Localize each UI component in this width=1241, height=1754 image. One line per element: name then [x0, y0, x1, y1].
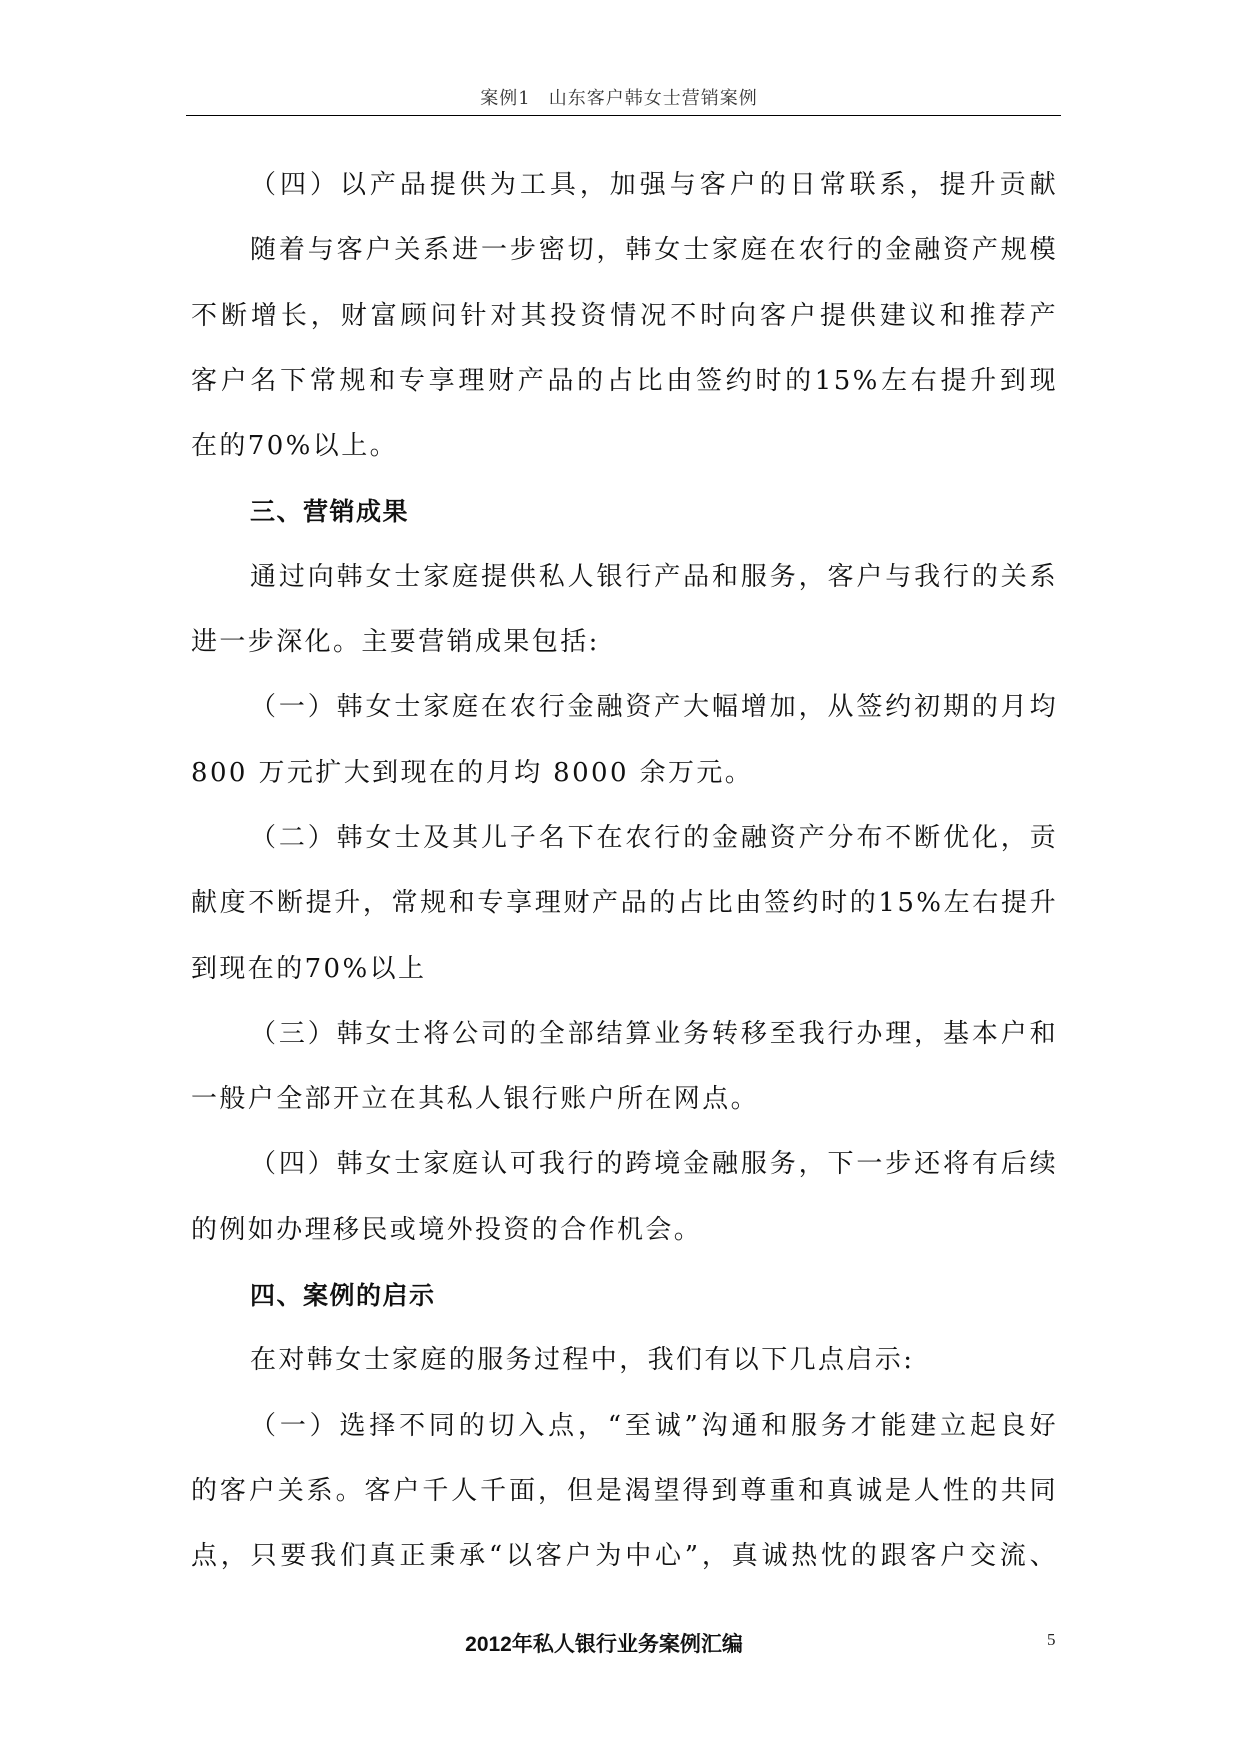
- body-line: （二）韩女士及其儿子名下在农行的金融资产分布不断优化，贡: [250, 822, 1058, 853]
- body-line: 点，只要我们真正秉承“以客户为中心”，真诚热忱的跟客户交流、: [191, 1541, 1058, 1572]
- body-line: 随着与客户关系进一步密切，韩女士家庭在农行的金融资产规模: [250, 235, 1058, 266]
- section-heading: 三、营销成果: [250, 497, 410, 527]
- body-line: 的客户关系。客户千人千面，但是渴望得到尊重和真诚是人性的共同: [191, 1475, 1058, 1506]
- body-line: （四）以产品提供为工具，加强与客户的日常联系，提升贡献: [250, 170, 1058, 200]
- paragraph: [191, 1328, 1058, 1393]
- page-body: [191, 153, 1058, 1590]
- body-line: （一）韩女士家庭在农行金融资产大幅增加，从签约初期的月均: [250, 692, 1058, 723]
- paragraph: [191, 806, 1058, 1002]
- paragraph: [191, 218, 1058, 479]
- body-line: 在的70%以上。: [191, 431, 398, 462]
- body-line: 800 万元扩大到现在的月均 8000 余万元。: [191, 757, 754, 788]
- page-number: 5: [1047, 1630, 1056, 1649]
- paragraph: [191, 1002, 1058, 1133]
- paragraph: [191, 1394, 1058, 1590]
- body-line: 不断增长，财富顾问针对其投资情况不时向客户提供建议和推荐产: [191, 300, 1058, 331]
- body-line: 一般户全部开立在其私人银行账户所在网点。: [191, 1084, 760, 1115]
- section-heading: 四、案例的启示: [250, 1281, 436, 1311]
- body-line: 进一步深化。主要营销成果包括:: [191, 627, 600, 658]
- paragraph: [191, 153, 1058, 218]
- body-line: 在对韩女士家庭的服务过程中，我们有以下几点启示:: [250, 1345, 915, 1376]
- body-line: 通过向韩女士家庭提供私人银行产品和服务，客户与我行的关系: [250, 561, 1058, 592]
- running-header: [0, 87, 1238, 111]
- body-line: 客户名下常规和专享理财产品的占比由签约时的15%左右提升到现: [191, 365, 1058, 396]
- body-line: （三）韩女士将公司的全部结算业务转移至我行办理，基本户和: [250, 1018, 1058, 1049]
- case-title: 山东客户韩女士营销案例: [548, 88, 758, 109]
- body-line: 到现在的70%以上: [191, 953, 427, 984]
- section-4: [191, 1263, 1058, 1589]
- body-line: （一）选择不同的切入点，“至诚”沟通和服务才能建立起良好: [250, 1410, 1058, 1441]
- case-label: 案例1: [480, 88, 531, 109]
- body-line: 献度不断提升，常规和专享理财产品的占比由签约时的15%左右提升: [191, 888, 1058, 919]
- paragraph: [191, 675, 1058, 806]
- body-line: 的例如办理移民或境外投资的合作机会。: [191, 1214, 703, 1245]
- footer-title: 2012年私人银行业务案例汇编: [465, 1633, 743, 1656]
- paragraph: [191, 1132, 1058, 1263]
- body-line: （四）韩女士家庭认可我行的跨境金融服务，下一步还将有后续: [250, 1149, 1058, 1180]
- header-rule: [186, 115, 1061, 116]
- section-3: [191, 479, 1058, 1263]
- paragraph: [191, 545, 1058, 676]
